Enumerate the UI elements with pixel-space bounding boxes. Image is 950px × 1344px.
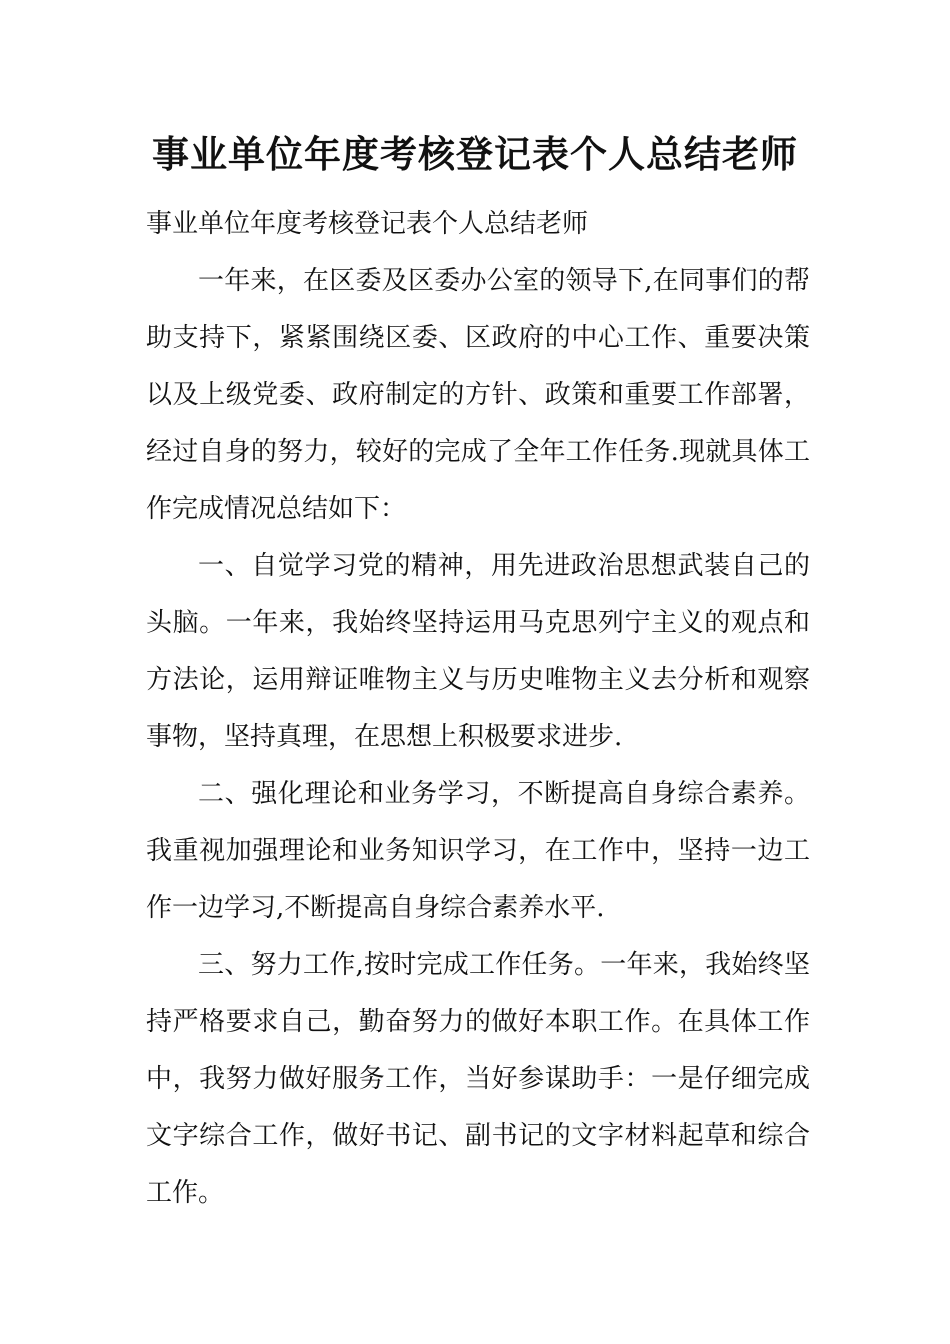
document-subtitle: 事业单位年度考核登记表个人总结老师 [146,209,589,239]
paragraph-intro: 一年来，在区委及区委办公室的领导下,在同事们的帮助支持下，紧紧围绕区委、区政府的中心工作、重要决策以及上级党委、政府制定的方针、政策和重要工作部署，经过自身的努力，较好的完成了全年工作任务.现就具体工作完成情况总结如下： [146,266,810,524]
document-title: 事业单位年度考核登记表个人总结老师 [152,132,798,176]
document-body [146,196,810,1222]
paragraph-section-2: 二、强化理论和业务学习，不断提高自身综合素养。我重视加强理论和业务知识学习，在工作中，坚持一边工作一边学习,不断提高自身综合素养水平. [146,779,810,923]
paragraph-section-1: 一、自觉学习党的精神，用先进政治思想武装自己的头脑。一年来，我始终坚持运用马克思列宁主义的观点和方法论，运用辩证唯物主义与历史唯物主义去分析和观察事物，坚持真理，在思想上积极要求进步. [146,551,810,752]
paragraph-section-3: 三、努力工作,按时完成工作任务。一年来，我始终坚持严格要求自己，勤奋努力的做好本职工作。在具体工作中，我努力做好服务工作，当好参谋助手：一是仔细完成文字综合工作，做好书记、副书记的文字材料起草和综合工作。 [146,950,810,1208]
